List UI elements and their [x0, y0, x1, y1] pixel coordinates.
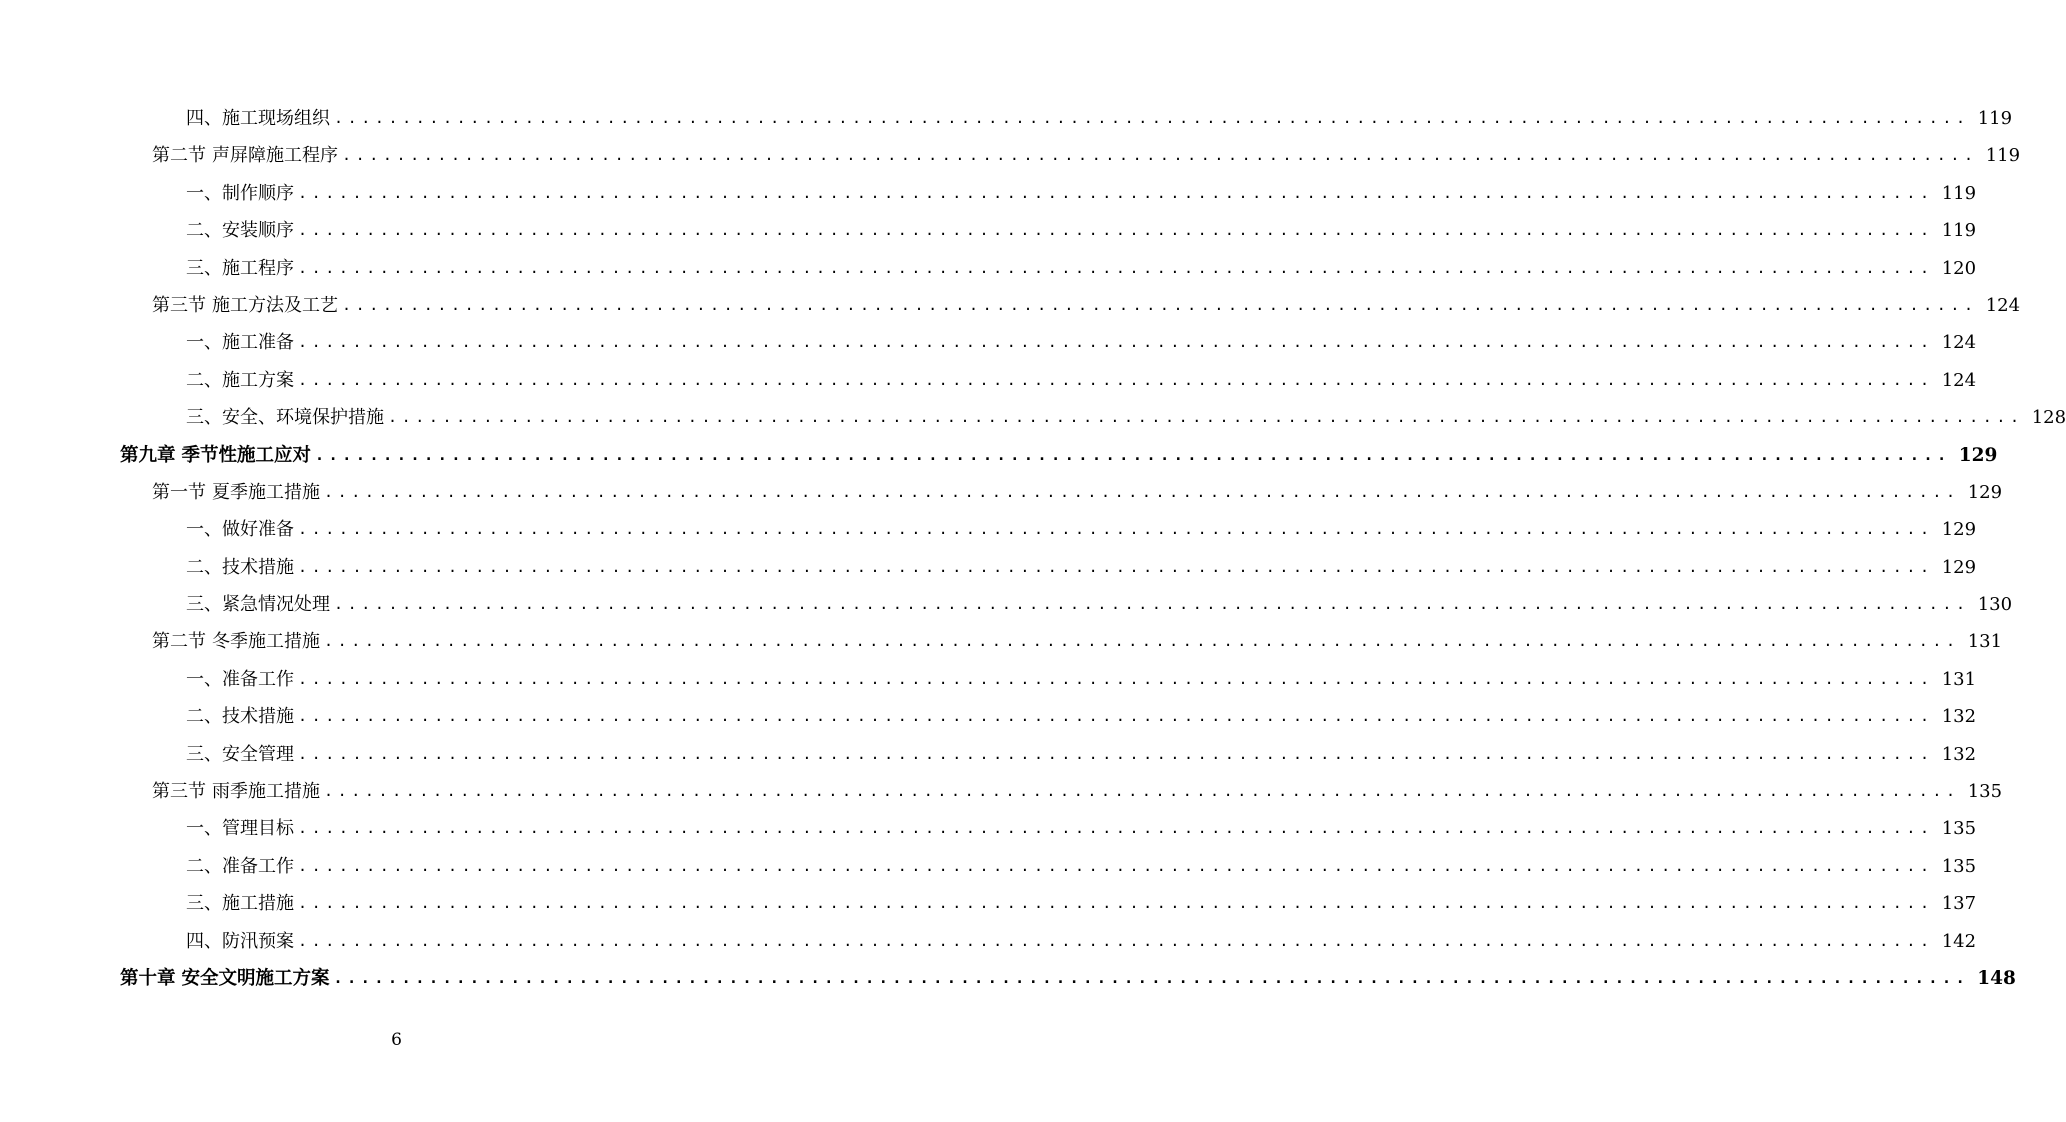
toc-entry-number: 四、: [186, 108, 222, 129]
toc-entry-label: [152, 474, 320, 511]
toc-leader-dots: ........................................................................................................................: [333, 968, 1970, 987]
toc-entry-line: [186, 511, 1977, 548]
toc-entry-title: 制作顺序: [222, 182, 294, 204]
toc-leader-dots: ........................................................................................................................: [298, 669, 1934, 688]
toc-entry-label: [186, 810, 294, 847]
toc-entry-page: 119: [1985, 145, 2021, 167]
toc-entry-number: 二、: [186, 855, 222, 877]
toc-entry-title: 施工现场组织: [222, 108, 330, 129]
toc-entry-title: 夏季施工措施: [212, 481, 320, 503]
toc-leader-dots: ........................................................................................................................: [324, 482, 1960, 501]
toc-entry[interactable]: [0, 736, 1977, 773]
toc-entry[interactable]: [0, 511, 1977, 548]
toc-entry-page: 148: [1977, 967, 2016, 989]
toc-leader-dots: ........................................................................................................................: [298, 819, 1934, 838]
toc-leader-dots: ........................................................................................................................: [342, 295, 1978, 314]
toc-entry-number: 第一节: [152, 481, 206, 503]
toc-entry-title: 安全、环境保护措施: [222, 407, 384, 429]
toc-entry[interactable]: [0, 623, 2003, 660]
toc-entry-label: [186, 212, 294, 249]
toc-entry[interactable]: [0, 100, 2013, 137]
toc-entry-number: 第二节: [152, 145, 206, 167]
toc-entry-line: [152, 137, 2021, 174]
toc-entry-line: [186, 885, 1977, 922]
toc-entry-line: [120, 960, 2016, 997]
toc-entry-line: [152, 773, 2003, 810]
toc-entry[interactable]: [0, 923, 1977, 960]
toc-leader-dots: ........................................................................................................................: [324, 632, 1960, 651]
toc-entry[interactable]: [0, 848, 1977, 885]
toc-entry-label: [186, 736, 294, 773]
toc-entry-line: [186, 549, 1977, 586]
toc-leader-dots: ........................................................................................................................: [298, 744, 1934, 763]
toc-leader-dots: ........................................................................................................................: [298, 894, 1934, 913]
toc-entry-line: [152, 287, 2021, 324]
toc-entry[interactable]: [0, 362, 1977, 399]
toc-entry[interactable]: [0, 437, 1998, 474]
toc-entry-label: [186, 175, 294, 212]
toc-entry-line: [186, 175, 1977, 212]
toc-entry-line: [186, 923, 1977, 960]
toc-entry-label: [186, 848, 294, 885]
toc-entry-label: [186, 586, 330, 623]
toc-entry-line: [152, 474, 2003, 511]
toc-entry-number: 二、: [186, 220, 222, 242]
toc-entry-label: [186, 250, 294, 287]
toc-leader-dots: ........................................................................................................................: [324, 782, 1960, 801]
toc-entry[interactable]: [0, 586, 2013, 623]
toc-entry-label: [186, 885, 294, 922]
toc-entry-label: [186, 698, 294, 735]
toc-entry-title: 技术措施: [222, 556, 294, 578]
toc-leader-dots: ........................................................................................................................: [298, 183, 1934, 202]
toc-entry-page: 135: [1941, 855, 1977, 877]
toc-entry-title: 管理目标: [222, 818, 294, 840]
toc-entry[interactable]: [0, 250, 1977, 287]
toc-entry-number: 一、: [186, 818, 222, 840]
toc-entry-line: [186, 362, 1977, 399]
toc-entry-line: [120, 437, 1998, 474]
toc-entry-label: [186, 324, 294, 361]
toc-leader-dots: ........................................................................................................................: [334, 109, 1970, 127]
toc-entry-page: 132: [1941, 743, 1977, 765]
toc-entry-line: [186, 586, 2013, 623]
toc-entry-page: 142: [1941, 930, 1977, 952]
toc-entry-label: [152, 623, 320, 660]
toc-leader-dots: ........................................................................................................................: [298, 931, 1934, 950]
toc-entry-line: [186, 100, 2013, 137]
toc-entry[interactable]: [0, 661, 1977, 698]
toc-entry-number: 四、: [186, 930, 222, 952]
toc-leader-dots: ........................................................................................................................: [298, 258, 1934, 277]
toc-entry-number: 第十章: [120, 967, 176, 989]
toc-entry-label: [186, 362, 294, 399]
toc-entry[interactable]: [0, 287, 2021, 324]
toc-entry-label: [152, 773, 320, 810]
toc-entry-number: 第二节: [152, 631, 206, 653]
toc-leader-dots: ........................................................................................................................: [298, 557, 1934, 576]
toc-entry[interactable]: [0, 212, 1977, 249]
toc-entry-label: [186, 399, 384, 436]
toc-entry-page: 131: [1967, 631, 2003, 653]
toc-entry-line: [186, 324, 1977, 361]
toc-entry-number: 三、: [186, 893, 222, 915]
toc-entry-label: [152, 287, 338, 324]
toc-entry-line: [186, 661, 1977, 698]
toc-entry-title: 防汛预案: [222, 930, 294, 952]
toc-entry-title: 安全文明施工方案: [181, 967, 330, 989]
toc-entry-title: 紧急情况处理: [222, 594, 330, 616]
toc-entry-title: 施工程序: [222, 257, 294, 279]
toc-entry-page: 124: [1941, 332, 1977, 354]
toc-entry-title: 声屏障施工程序: [212, 145, 338, 167]
toc-leader-dots: ........................................................................................................................: [298, 370, 1934, 389]
toc-entry-label: [186, 549, 294, 586]
toc-entry-page: 119: [1941, 220, 1977, 242]
toc-entry-title: 准备工作: [222, 668, 294, 690]
toc-leader-dots: ........................................................................................................................: [298, 520, 1934, 539]
toc-entry-title: 安装顺序: [222, 220, 294, 242]
toc-entry-title: 做好准备: [222, 519, 294, 541]
toc-entry-number: 二、: [186, 706, 222, 728]
toc-leader-dots: ........................................................................................................................: [298, 333, 1934, 352]
toc-entry[interactable]: [0, 324, 1977, 361]
toc-leader-dots: ........................................................................................................................: [298, 221, 1934, 240]
toc-entry-page: 129: [1967, 481, 2003, 503]
toc-entry-number: 第三节: [152, 781, 206, 803]
toc-entry-label: [186, 100, 330, 137]
toc-entry-page: 124: [1985, 294, 2021, 316]
toc-entry-title: 冬季施工措施: [212, 631, 320, 653]
toc-entry-page: 120: [1941, 257, 1977, 279]
toc-entry-number: 一、: [186, 668, 222, 690]
toc-entry-label: [120, 437, 311, 474]
toc-entry[interactable]: [0, 810, 1977, 847]
toc-entry-number: 一、: [186, 182, 222, 204]
toc-entry-title: 安全管理: [222, 743, 294, 765]
toc-entry-title: 准备工作: [222, 855, 294, 877]
toc-entry-page: 131: [1941, 668, 1977, 690]
toc-entry-page: 119: [1941, 182, 1977, 204]
toc-entry-line: [186, 810, 1977, 847]
toc-leader-dots: ........................................................................................................................: [334, 595, 1970, 614]
toc-entry-title: 施工方法及工艺: [212, 294, 338, 316]
toc-entry-label: [152, 137, 338, 174]
toc-leader-dots: ........................................................................................................................: [388, 408, 2024, 427]
toc-entry-label: [186, 661, 294, 698]
toc-entry-title: 雨季施工措施: [212, 781, 320, 803]
toc-entry-page: 129: [1941, 519, 1977, 541]
toc-entry[interactable]: [0, 549, 1977, 586]
toc-entry-page: 129: [1941, 556, 1977, 578]
toc-entry-page: 132: [1941, 706, 1977, 728]
toc-entry[interactable]: [0, 885, 1977, 922]
toc-entry-number: 一、: [186, 519, 222, 541]
toc-entry-page: 130: [1977, 594, 2013, 616]
toc-entry-label: [120, 960, 330, 997]
toc-entry-line: [186, 698, 1977, 735]
toc-entry-page: 119: [1977, 108, 2013, 129]
toc-entry-page: 129: [1958, 444, 1998, 466]
toc-entry-title: 施工方案: [222, 369, 294, 391]
toc-entry-line: [186, 848, 1977, 885]
toc-entry-page: 135: [1967, 781, 2003, 803]
toc-entry[interactable]: [0, 399, 2066, 436]
toc-entry[interactable]: [0, 698, 1977, 735]
toc-entry-number: 第三节: [152, 294, 206, 316]
toc-entry-title: 季节性施工应对: [181, 444, 312, 466]
toc-entry-number: 三、: [186, 407, 222, 429]
toc-entry-title: 施工措施: [222, 893, 294, 915]
toc-entry-page: 124: [1941, 369, 1977, 391]
toc-entry-page: 128: [2031, 407, 2066, 429]
toc-entry-line: [186, 250, 1977, 287]
toc-entry-line: [186, 399, 2066, 436]
toc-entry-page: 137: [1941, 893, 1977, 915]
toc-entry-label: [186, 923, 294, 960]
toc-entry-number: 一、: [186, 332, 222, 354]
toc-entry-title: 施工准备: [222, 332, 294, 354]
table-of-contents: [0, 100, 2066, 997]
toc-entry[interactable]: [0, 474, 2003, 511]
toc-entry-title: 技术措施: [222, 706, 294, 728]
toc-entry-number: 二、: [186, 369, 222, 391]
toc-entry-label: [186, 511, 294, 548]
toc-entry[interactable]: [0, 137, 2021, 174]
toc-entry[interactable]: [0, 960, 2016, 997]
toc-list: [0, 100, 2066, 997]
toc-entry-number: 二、: [186, 556, 222, 578]
toc-entry-number: 三、: [186, 594, 222, 616]
toc-entry-line: [152, 623, 2003, 660]
toc-leader-dots: ........................................................................................................................: [342, 146, 1978, 165]
toc-entry-number: 第九章: [120, 444, 176, 466]
toc-entry-line: [186, 736, 1977, 773]
toc-entry-line: [186, 212, 1977, 249]
toc-entry[interactable]: [0, 773, 2003, 810]
page-number: 6: [391, 1030, 402, 1050]
toc-entry-number: 三、: [186, 257, 222, 279]
toc-entry-page: 135: [1941, 818, 1977, 840]
toc-entry-number: 三、: [186, 743, 222, 765]
toc-leader-dots: ........................................................................................................................: [298, 856, 1934, 875]
toc-leader-dots: ........................................................................................................................: [298, 707, 1934, 726]
toc-entry[interactable]: [0, 175, 1977, 212]
toc-leader-dots: ........................................................................................................................: [315, 445, 1951, 464]
